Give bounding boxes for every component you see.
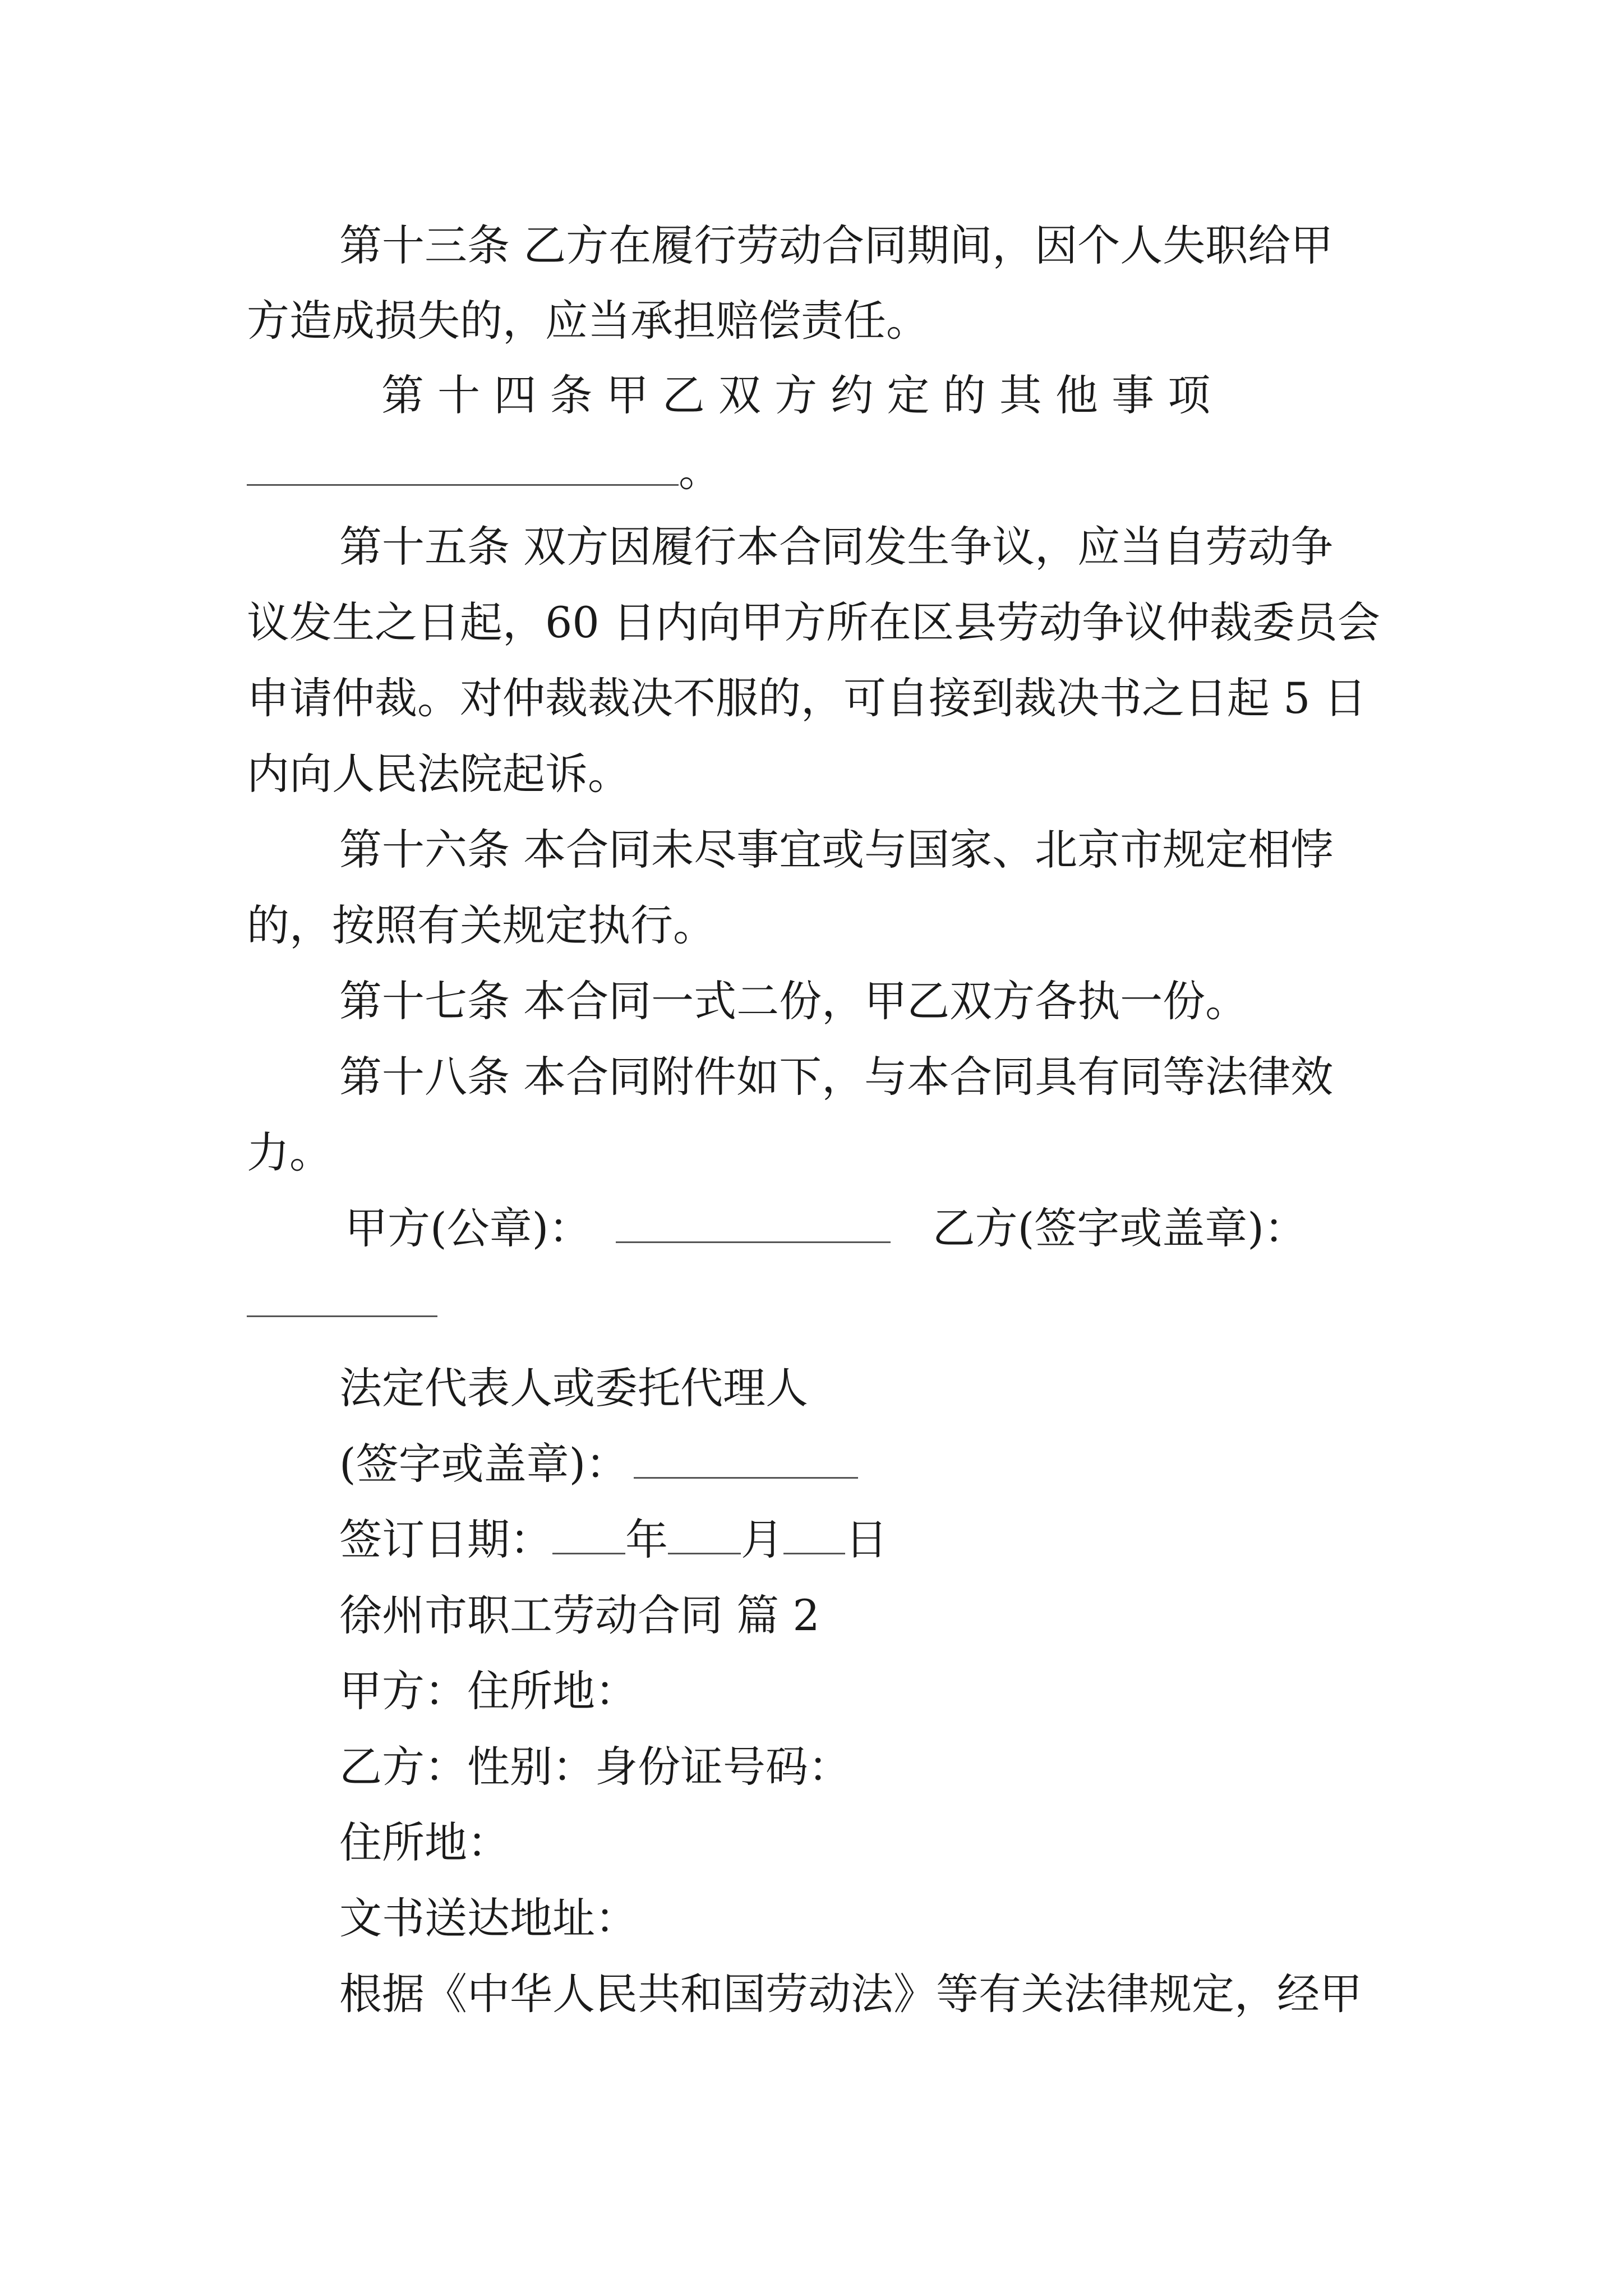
representative-sign-label: (签字或盖章)： [339,1439,629,1489]
signing-date-line [339,1512,888,1568]
article-14-end: 。 [679,446,721,496]
article-14-blank [247,447,679,486]
article-18-line-2: 力。 [247,1128,332,1177]
year-label: 年 [625,1515,668,1565]
article-14-line-1: 第 十 四 条 甲 乙 双 方 约 定 的 其 他 事 项 [381,370,1211,420]
article-15-line-1: 第十五条 双方因履行本合同发生争议，应当自劳动争 [339,522,1334,572]
month-blank [668,1516,741,1554]
article-14-line-2 [247,443,721,499]
party-a-info: 甲方：住所地： [339,1666,638,1716]
article-16-line-1: 第十六条 本合同未尽事宜或与国家、北京市规定相悖 [339,825,1334,875]
representative-line-2 [339,1436,858,1492]
article-16-line-2: 的，按照有关规定执行。 [247,900,716,950]
party-b-info: 乙方：性别：身份证号码： [339,1742,851,1792]
day-label: 日 [845,1515,888,1565]
signing-date-label: 签订日期： [339,1515,552,1565]
representative-line-1: 法定代表人或委托代理人 [339,1363,808,1413]
delivery-address-line: 文书送达地址： [339,1893,638,1943]
legal-basis-line-1: 根据《中华人民共和国劳动法》等有关法律规定，经甲 [339,1969,1362,2019]
party-b-sign-label: 乙方(签字或盖章)： [932,1203,1307,1253]
article-13-line-1: 第十三条 乙方在履行劳动合同期间，因个人失职给甲 [339,220,1334,270]
party-a-seal-blank [616,1204,891,1243]
signature-line [345,1200,1307,1257]
article-17-line-1: 第十七条 本合同一式二份，甲乙双方各执一份。 [339,976,1248,1026]
article-15-line-4: 内向人民法院起诉。 [247,749,630,799]
month-label: 月 [741,1515,783,1565]
party-a-seal-label: 甲方(公章)： [345,1203,592,1253]
article-13-line-2: 方造成损失的，应当承担赔偿责任。 [247,296,929,346]
contract-2-title: 徐州市职工劳动合同 篇 2 [339,1590,820,1640]
article-15-line-2: 议发生之日起，60 日内向甲方所在区县劳动争议仲裁委员会 [247,597,1380,647]
day-blank [783,1516,845,1554]
representative-sign-blank [634,1440,858,1479]
article-15-line-3: 申请仲裁。对仲裁裁决不服的，可自接到裁决书之日起 5 日 [247,673,1367,723]
address-line: 住所地： [339,1818,510,1867]
article-18-line-1: 第十八条 本合同附件如下，与本合同具有同等法律效 [339,1052,1334,1102]
year-blank [552,1516,625,1554]
party-b-sign-blank [247,1315,437,1317]
